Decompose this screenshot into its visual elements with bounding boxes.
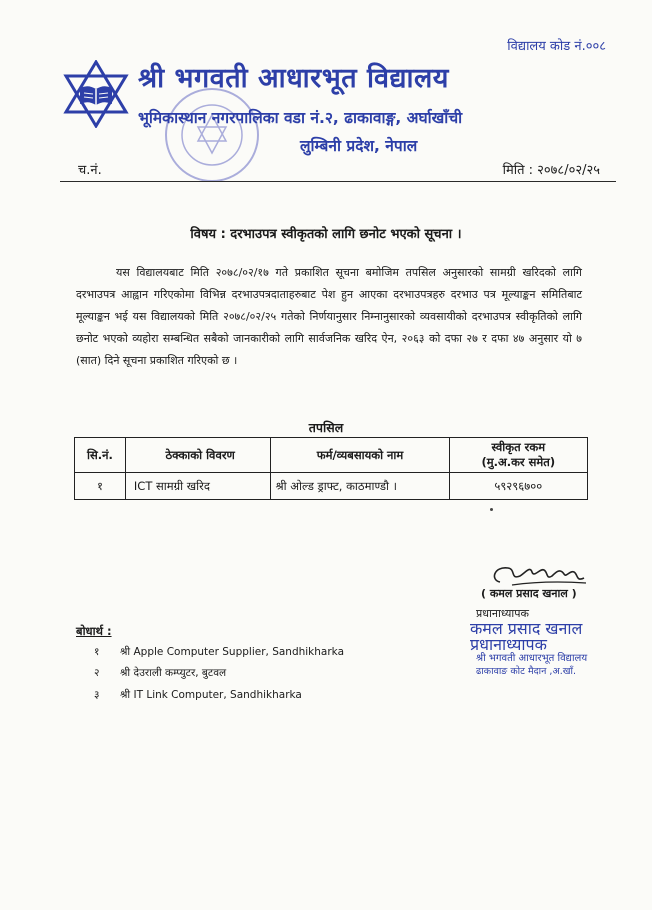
address-line-1: भूमिकास्थान नगरपालिका वडा नं.२, ढाकावाङ्ग, अर्घाखाँची xyxy=(138,109,463,127)
cc-item-text: श्री Apple Computer Supplier, Sandhikharka xyxy=(120,646,344,658)
letter-date: मिति : २०७८/०२/२५ xyxy=(502,163,600,178)
header-serial-no: सि.नं. xyxy=(75,438,126,473)
table-row xyxy=(75,473,588,500)
ink-speck xyxy=(490,508,493,511)
school-seal-stamp xyxy=(162,85,262,185)
stamp-address: ढाकावाङ कोट मैदान ,अ.खाँ. xyxy=(476,666,576,677)
school-emblem-icon xyxy=(62,60,130,128)
cc-item-text: श्री IT Link Computer, Sandhikharka xyxy=(120,689,302,701)
cc-list-item xyxy=(94,645,344,659)
cc-list-item xyxy=(94,666,226,680)
stamp-name: कमल प्रसाद खनाल xyxy=(470,619,583,638)
notice-subject: विषय : दरभाउपत्र स्वीकृतको लागि छनोट भएको सूचना । xyxy=(190,227,462,242)
header-approved-amount-label: स्वीकृत रकम xyxy=(491,440,546,454)
row-description: ICT सामग्री खरिद xyxy=(125,473,271,500)
header-approved-amount xyxy=(449,438,587,473)
cc-item-number: १ xyxy=(94,646,100,658)
cc-list-item xyxy=(94,688,302,702)
address-line-2: लुम्बिनी प्रदेश, नेपाल xyxy=(300,137,418,155)
tender-table xyxy=(74,437,588,500)
row-serial-no: १ xyxy=(75,473,126,500)
header-contract-description: ठेक्काको विवरण xyxy=(125,438,271,473)
school-name: श्री भगवती आधारभूत विद्यालय xyxy=(138,63,449,94)
signatory-name: ( कमल प्रसाद खनाल ) xyxy=(481,587,577,600)
cc-item-text: श्री देउराली कम्प्युटर, बुटवल xyxy=(120,667,227,679)
reference-number-label: च.नं. xyxy=(78,163,102,178)
table-title: तपसिल xyxy=(308,420,344,435)
row-amount: ५९२९६७०० xyxy=(449,473,587,500)
table-header-row xyxy=(75,438,588,473)
stamp-title: प्रधानाध्यापक xyxy=(470,635,547,654)
header-vat-note: (मु.अ.कर समेत) xyxy=(481,455,556,469)
row-firm-name: श्री ओल्ड ड्राफ्ट, काठमाण्डौ । xyxy=(271,473,449,500)
header-divider xyxy=(60,181,616,182)
cc-item-number: २ xyxy=(94,667,100,679)
signatory-title: प्रधानाध्यापक xyxy=(476,607,529,620)
school-code: विद्यालय कोड नं.००८ xyxy=(507,39,606,54)
stamp-school-name: श्री भगवती आधारभूत विद्यालय xyxy=(476,653,588,664)
cc-item-number: ३ xyxy=(94,689,100,701)
notice-body: यस विद्यालयबाट मिति २०७८/०२/१७ गते प्रकाशित सूचना बमोजिम तपसिल अनुसारको सामग्री खरिदको लागि दरभाउपत्र आह्वान गरिएकोमा विभिन्न दरभाउपत्रदाताहरुबाट पेश हुन आएका दरभाउपत्रहरु दरभाउ पत्र मूल्याङ्कन समितिबाट मूल्याङ्कन भई यस विद्यालयको मिति २०७८/०२/२५ गतेको निर्णयानुसार निम्नानुसारको व्यवसायीको दरभाउपत्र स्वीकृतिको लागि छनोट भएको व्यहोरा सम्बन्धित सबैको जानकारीको लागि सार्वजनिक खरिद ऐन, २०६३ को दफा २७ र दफा ४७ अनुसार यो ७ (सात) दिने सूचना प्रकाशित गरिएको छ । xyxy=(76,266,582,367)
cc-label: बोधार्थ : xyxy=(76,624,112,638)
header-firm-name: फर्म/व्यबसायको नाम xyxy=(271,438,449,473)
